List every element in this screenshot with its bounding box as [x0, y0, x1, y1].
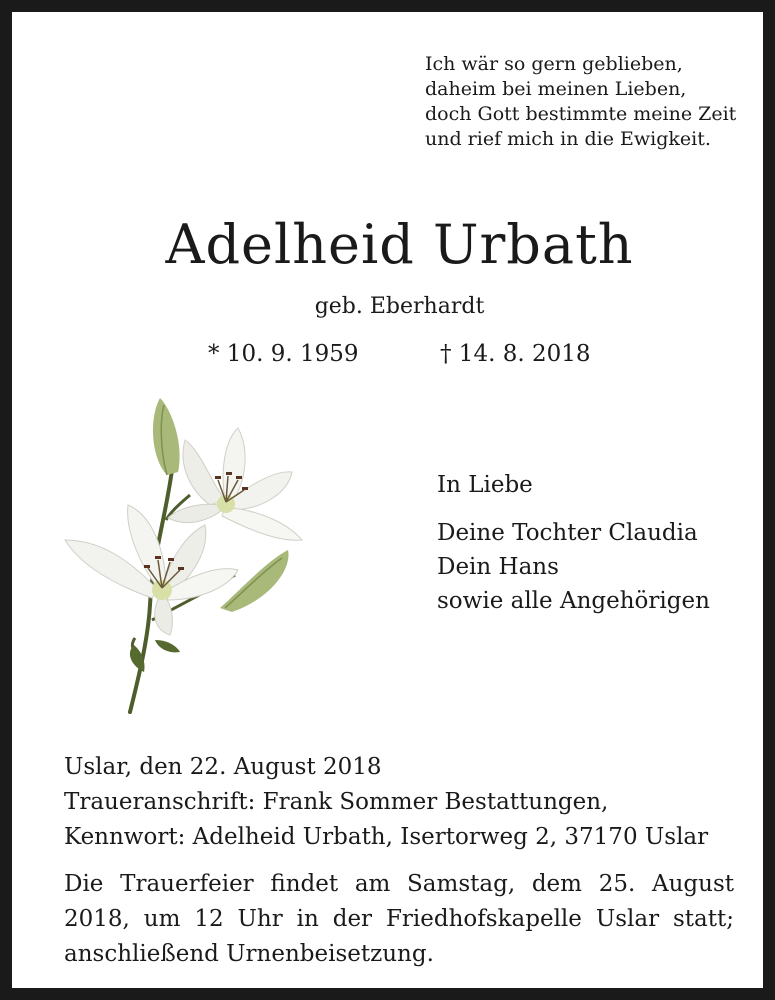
birth-date: * 10. 9. 1959 — [208, 341, 359, 367]
mourning-address: Traueranschrift: Frank Sommer Bestattungen, — [64, 789, 609, 815]
signer-line: Dein Hans — [437, 554, 559, 580]
signers-block — [437, 468, 710, 618]
poem — [425, 52, 736, 152]
deceased-name: Adelheid Urbath — [165, 213, 634, 276]
footer-info — [64, 750, 708, 855]
ceremony-notice: Die Trauerfeier findet am Samstag, dem 25. August 2018, um 12 Uhr in der Friedhofskapelle Uslar statt; anschließend Urnenbeisetzung. — [64, 871, 734, 967]
signers-intro: In Liebe — [437, 472, 533, 498]
death-date: † 14. 8. 2018 — [440, 341, 591, 367]
maiden-name: geb. Eberhardt — [314, 294, 485, 319]
lily-flower-image — [60, 390, 310, 720]
poem-line: Ich wär so gern geblieben, — [425, 53, 683, 75]
poem-line: und rief mich in die Ewigkeit. — [425, 128, 711, 150]
poem-line: doch Gott bestimmte meine Zeit — [425, 103, 737, 125]
signer-line: Deine Tochter Claudia — [437, 520, 698, 546]
keyword-address: Kennwort: Adelheid Urbath, Isertorweg 2, 37170 Uslar — [64, 824, 709, 850]
place-date: Uslar, den 22. August 2018 — [64, 754, 382, 780]
poem-line: daheim bei meinen Lieben, — [425, 78, 687, 100]
signer-line: sowie alle Angehörigen — [437, 588, 710, 614]
